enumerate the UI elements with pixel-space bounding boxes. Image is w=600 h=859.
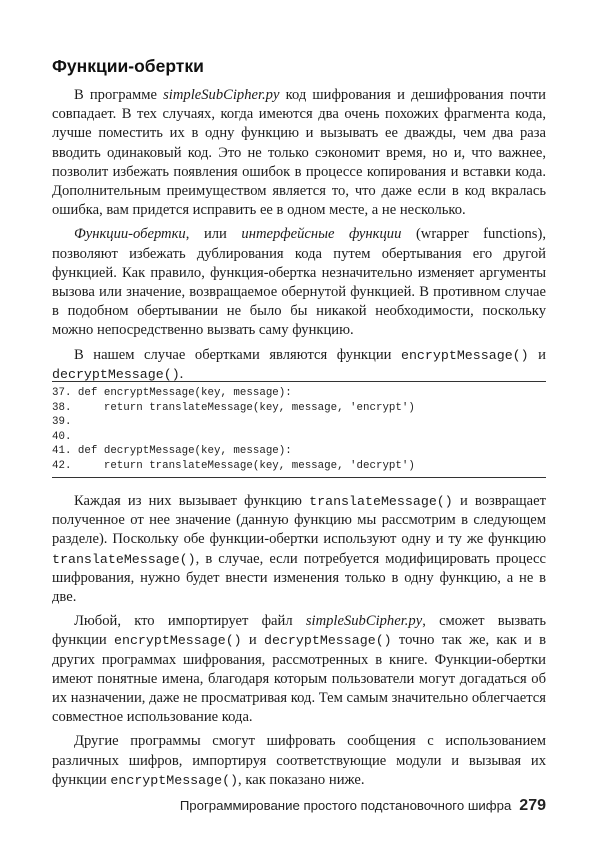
inline-code: encryptMessage()	[400, 347, 529, 363]
text-run: и возвращает полученное от нее значение (данную функцию мы рассмотрим в следующем разделе). Поскольку обе функции-обертки используют одну и ту же функцию	[52, 493, 547, 548]
running-title: Программирование простого подстановочного шифра	[179, 798, 512, 813]
text-block-explanation	[52, 492, 546, 790]
text-run: и	[241, 632, 264, 649]
code-line: 41. def decryptMessage(key, message):	[52, 445, 292, 458]
code-line: 38. return translateMessage(key, message, 'encrypt')	[52, 401, 415, 414]
page-footer	[180, 797, 546, 815]
paragraph	[52, 612, 546, 727]
term: Функции-обертки	[74, 226, 186, 243]
text-run: (wrapper functions), позволяют избежать дублирования кода путем обертывания его другой функцией. Как правило, функция-обертка незначительно изменяет аргументы вызова или значение, возвращаемое обернутой функцией. В противном случае в подобном обертывании не было бы никакой необходимости, поскольку можно непосредственно вызвать саму функцию.	[52, 226, 546, 339]
text-run: , в случае, если потребуется модифицировать процесс шифрования, нужно будет внести изменения только в одну функцию, а не в две.	[52, 550, 546, 606]
page-number: 279	[519, 797, 546, 814]
text-block-intro	[52, 86, 546, 384]
code-line: 40.	[52, 430, 72, 443]
text-run: код шифрования и дешифрования почти совпадает. В тех случаях, когда имеются два очень похожих фрагмента кода, лучше поместить их в одну функцию и вызывать ее дважды, чем два раза вводить одинаковый код. Это не только сэкономит время, но и, что важнее, позволит избежать появления ошибок в процессе копирования и вставки кода. Дополнительным преимуществом является то, что даже если в код вкралась ошибка, вам придется исправить ее в одном месте, а не несколько.	[52, 87, 546, 219]
text-run: В программе	[74, 87, 164, 103]
paragraph	[52, 492, 546, 607]
text-run: Другие программы смогут шифровать сообщения с использованием различных шифров, импортируя соответствующие модули и вызывая их функции	[52, 733, 546, 788]
text-run: Любой, кто импортирует файл	[74, 613, 306, 630]
text-run: и	[528, 346, 546, 363]
paragraph	[52, 732, 546, 790]
text-run: .	[179, 365, 184, 382]
text-run: , как показано ниже.	[238, 771, 365, 788]
inline-code: encryptMessage()	[110, 772, 239, 788]
code-line: 42. return translateMessage(key, message, 'decrypt')	[52, 459, 415, 472]
section-heading: Функции-обертки	[52, 56, 204, 76]
inline-code: decryptMessage()	[52, 366, 180, 382]
text-run: точно так же, как и в других программах шифрования, рассмотренных в книге. Функции-обертки имеют понятные имена, благодаря которым пользователи могут догадаться об их назначении, даже не просматривая код. Тем самым значительно облегчается совместное использование кода.	[52, 632, 547, 726]
paragraph	[52, 86, 546, 220]
code-line: 39.	[52, 416, 72, 429]
paragraph	[52, 346, 546, 384]
inline-code: decryptMessage()	[263, 633, 392, 649]
inline-code: encryptMessage()	[113, 633, 242, 649]
inline-code: translateMessage()	[309, 494, 453, 509]
text-run: В нашем случае обертками являются функции	[74, 346, 401, 363]
code-line: 37. def encryptMessage(key, message):	[52, 387, 292, 399]
paragraph	[52, 225, 546, 340]
file-name: simpleSubCipher.py	[305, 613, 423, 630]
text-run: Каждая из них вызывает функцию	[74, 493, 310, 509]
file-name: simpleSubCipher.py	[163, 87, 280, 103]
code-listing	[52, 381, 546, 478]
text-run: , сможет вызвать функции	[52, 613, 546, 649]
text-run: , или	[185, 226, 242, 243]
inline-code: translateMessage()	[52, 551, 196, 567]
term: интерфейсные функции	[241, 226, 402, 243]
